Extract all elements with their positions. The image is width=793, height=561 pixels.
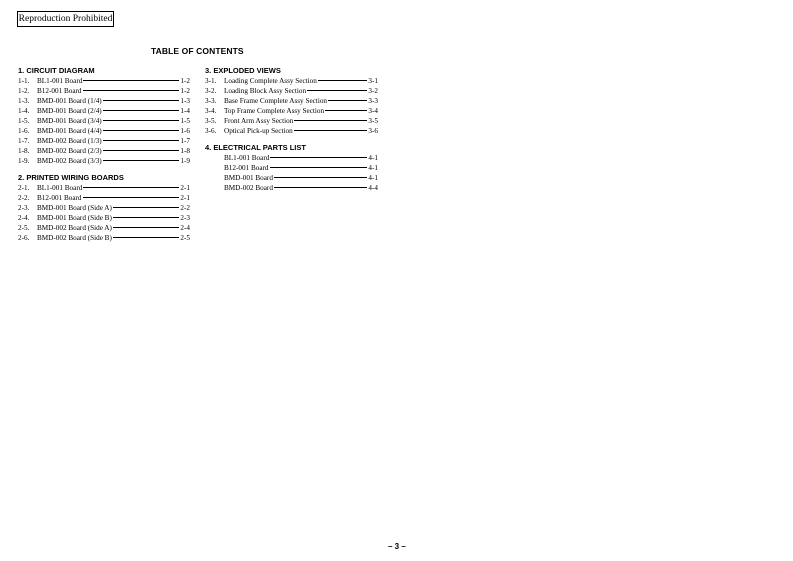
toc-entry[interactable] [205, 153, 378, 163]
toc-entry[interactable] [205, 76, 378, 86]
entry-page: 4-4 [368, 184, 378, 192]
entry-number: 3-3. [205, 97, 217, 105]
toc-entry[interactable] [205, 163, 378, 173]
entry-number: 2-3. [18, 204, 30, 212]
entry-page: 1-2 [180, 77, 190, 85]
dot-leader [294, 130, 368, 131]
entry-page: 2-4 [180, 224, 190, 232]
toc-column-left [18, 66, 190, 243]
toc-entry[interactable] [18, 203, 190, 213]
entry-number: 1-1. [18, 77, 30, 85]
entry-title: Top Frame Complete Assy Section [224, 107, 325, 115]
toc-entry[interactable] [18, 156, 190, 166]
entry-title: BMD-002 Board (3/3) [37, 157, 102, 165]
entry-page: 1-4 [180, 107, 190, 115]
section-heading: 3. EXPLODED VIEWS [205, 66, 281, 75]
entry-page: 1-2 [180, 87, 190, 95]
toc-entry[interactable] [205, 96, 378, 106]
entry-title: BMD-001 Board (Side B) [37, 214, 112, 222]
entry-number: 1-4. [18, 107, 30, 115]
dot-leader [83, 197, 180, 198]
toc-entry[interactable] [18, 136, 190, 146]
entry-page: 1-5 [180, 117, 190, 125]
entry-number: 3-5. [205, 117, 217, 125]
entry-title: B12-001 Board [37, 194, 82, 202]
dot-leader [103, 150, 180, 151]
toc-entry[interactable] [205, 126, 378, 136]
entry-title: Loading Block Assy Section [224, 87, 307, 95]
toc-entry[interactable] [18, 213, 190, 223]
dot-leader [270, 167, 368, 168]
dot-leader [83, 187, 179, 188]
page-number: – 3 – [388, 542, 406, 551]
toc-entry[interactable] [205, 173, 378, 183]
dot-leader [103, 100, 180, 101]
toc-entry[interactable] [205, 86, 378, 96]
toc-entry[interactable] [18, 106, 190, 116]
toc-entry[interactable] [18, 193, 190, 203]
entry-title: Optical Pick-up Section [224, 127, 293, 135]
entry-title: BMD-001 Board [224, 174, 273, 182]
entry-number: 3-2. [205, 87, 217, 95]
entry-number: 1-3. [18, 97, 30, 105]
entry-number: 3-1. [205, 77, 217, 85]
toc-entry[interactable] [18, 233, 190, 243]
entry-title: BMD-002 Board [224, 184, 273, 192]
entry-page: 1-9 [180, 157, 190, 165]
toc-entry[interactable] [18, 183, 190, 193]
entry-title: BMD-001 Board (Side A) [37, 204, 112, 212]
entry-title: BL1-001 Board [224, 154, 270, 162]
entry-title: BMD-002 Board (Side B) [37, 234, 112, 242]
dot-leader [113, 217, 180, 218]
dot-leader [103, 140, 180, 141]
dot-leader [83, 80, 179, 81]
dot-leader [113, 207, 180, 208]
dot-leader [328, 100, 367, 101]
entry-title: BMD-002 Board (1/3) [37, 137, 102, 145]
entry-title: BMD-001 Board (2/4) [37, 107, 102, 115]
reproduction-prohibited-stamp: Reproduction Prohibited [17, 11, 114, 27]
toc-entry[interactable] [205, 116, 378, 126]
toc-entry[interactable] [18, 126, 190, 136]
dot-leader [103, 160, 180, 161]
entry-number: 1-8. [18, 147, 30, 155]
dot-leader [113, 237, 180, 238]
dot-leader [83, 90, 180, 91]
section-heading: 2. PRINTED WIRING BOARDS [18, 173, 124, 182]
entry-title: B12-001 Board [224, 164, 269, 172]
toc-entry[interactable] [18, 76, 190, 86]
entry-page: 4-1 [368, 154, 378, 162]
dot-leader [103, 120, 180, 121]
toc-entry[interactable] [205, 183, 378, 193]
entry-page: 3-5 [368, 117, 378, 125]
dot-leader [103, 110, 180, 111]
dot-leader [307, 90, 367, 91]
entry-title: BMD-001 Board (1/4) [37, 97, 102, 105]
entry-title: BMD-002 Board (2/3) [37, 147, 102, 155]
toc-entry[interactable] [18, 146, 190, 156]
entry-page: 2-5 [180, 234, 190, 242]
entry-title: BL1-001 Board [37, 184, 83, 192]
entry-title: BMD-001 Board (4/4) [37, 127, 102, 135]
entry-title: B12-001 Board [37, 87, 82, 95]
dot-leader [103, 130, 180, 131]
entry-title: Loading Complete Assy Section [224, 77, 317, 85]
entry-title: BMD-002 Board (Side A) [37, 224, 112, 232]
entry-number: 1-2. [18, 87, 30, 95]
section-gap [205, 136, 378, 143]
entry-title: Front Arm Assy Section [224, 117, 294, 125]
dot-leader [113, 227, 180, 228]
toc-entry[interactable] [18, 116, 190, 126]
toc-entry[interactable] [18, 86, 190, 96]
dot-leader [318, 80, 368, 81]
dot-leader [274, 187, 367, 188]
entry-page: 3-1 [368, 77, 378, 85]
entry-number: 1-6. [18, 127, 30, 135]
entry-page: 2-2 [180, 204, 190, 212]
dot-leader [270, 157, 367, 158]
toc-entry[interactable] [205, 106, 378, 116]
entry-page: 4-1 [368, 174, 378, 182]
toc-column-right [205, 66, 378, 193]
entry-title: BL1-001 Board [37, 77, 83, 85]
entry-page: 3-3 [368, 97, 378, 105]
entry-number: 2-4. [18, 214, 30, 222]
entry-title: BMD-001 Board (3/4) [37, 117, 102, 125]
entry-page: 3-6 [368, 127, 378, 135]
dot-leader [294, 120, 367, 121]
entry-number: 1-7. [18, 137, 30, 145]
entry-title: Base Frame Complete Assy Section [224, 97, 328, 105]
entry-page: 4-1 [368, 164, 378, 172]
toc-entry[interactable] [18, 223, 190, 233]
entry-page: 1-3 [180, 97, 190, 105]
entry-number: 1-9. [18, 157, 30, 165]
entry-page: 1-8 [180, 147, 190, 155]
entry-page: 2-1 [180, 194, 190, 202]
entry-number: 1-5. [18, 117, 30, 125]
entry-page: 1-7 [180, 137, 190, 145]
entry-number: 3-6. [205, 127, 217, 135]
entry-page: 3-2 [368, 87, 378, 95]
entry-page: 2-3 [180, 214, 190, 222]
entry-number: 2-5. [18, 224, 30, 232]
section-heading: 4. ELECTRICAL PARTS LIST [205, 143, 306, 152]
dot-leader [325, 110, 367, 111]
entry-number: 2-1. [18, 184, 30, 192]
entry-number: 3-4. [205, 107, 217, 115]
page-title: TABLE OF CONTENTS [151, 46, 244, 56]
toc-entry[interactable] [18, 96, 190, 106]
dot-leader [274, 177, 367, 178]
entry-number: 2-6. [18, 234, 30, 242]
section-gap [18, 166, 190, 173]
entry-number: 2-2. [18, 194, 30, 202]
entry-page: 1-6 [180, 127, 190, 135]
section-heading: 1. CIRCUIT DIAGRAM [18, 66, 95, 75]
entry-page: 3-4 [368, 107, 378, 115]
entry-page: 2-1 [180, 184, 190, 192]
